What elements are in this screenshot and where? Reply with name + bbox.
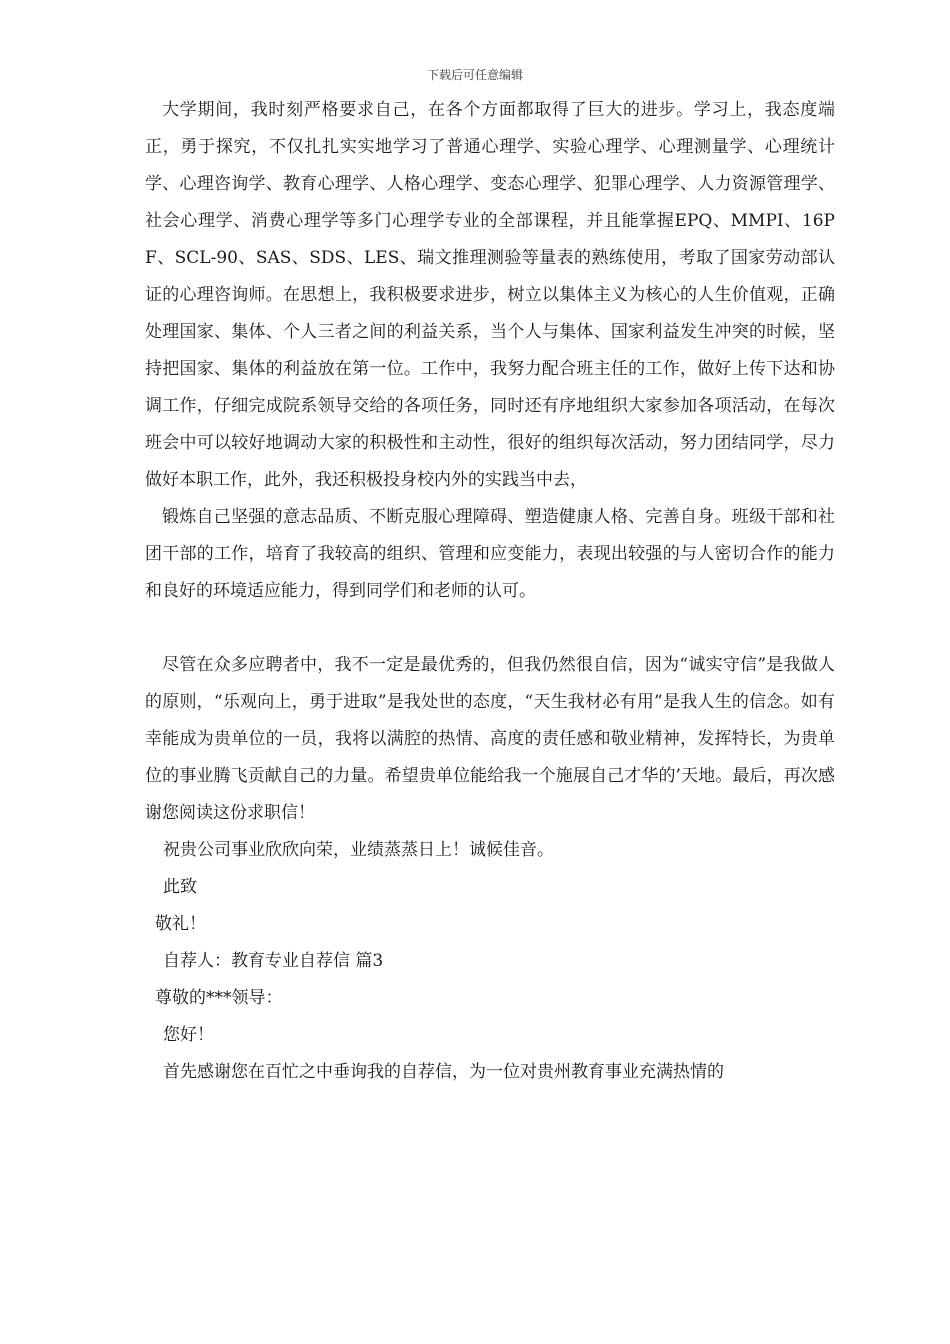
greeting-line: 您好！ [163, 1025, 214, 1045]
paragraph-university: 大学期间，我时刻严格要求自己，在各个方面都取得了巨大的进步。学习上，我态度端正，勇于探究，不仅扎扎实实地学习了普通心理学、实验心理学、心理测量学、心理统计学、心理咨询学、教育心理学、人格心理学、变态心理学、犯罪心理学、人力资源管理学、社会心理学、消费心理学等多门心理学专业的全部课程，并且能掌握EPQ、MMPI、16PF、SCL-90、SAS、SDS、LES、瑞文推理测验等量表的熟练使用，考取了国家劳动部认证的心理咨询师。在思想上，我积极要求进步，树立以集体主义为核心的人生价值观，正确处理国家、集体、个人三者之间的利益关系，当个人与集体、国家利益发生冲突的时候，坚持把国家、集体的利益放在第一位。工作中，我努力配合班主任的工作，做好上传下达和协调工作，仔细完成院系领导交给的各项任务，同时还有序地组织大家参加各项活动，在每次班会中可以较好地调动大家的积极性和主动性，很好的组织每次活动，努力团结同学，尽力做好本职工作，此外，我还积极投身校内外的实践当中去， [145, 100, 835, 490]
paragraph-confidence: 尽管在众多应聘者中，我不一定是最优秀的，但我仍然很自信，因为“诚实守信”是我做人的原则，“乐观向上，勇于进取”是我处世的态度，“天生我材必有用”是我人生的信念。如有幸能成为贵单位的一员，我将以满腔的热情、高度的责任感和敬业精神，发挥特长，为贵单位的事业腾飞贡献自己的力量。希望贵单位能给我一个施展自己才华的’天地。最后，再次感谢您阅读这份求职信！ [145, 655, 835, 823]
signature-line: 自荐人：教育专业自荐信 篇3 [163, 951, 384, 971]
paragraph-training: 锻炼自己坚强的意志品质、不断克服心理障碍、塑造健康人格、完善自身。班级干部和社团干部的工作，培育了我较高的组织、管理和应变能力，表现出较强的与人密切合作的能力和良好的环境适应能力，得到同学们和老师的认可。 [145, 507, 835, 601]
wish-line: 祝贵公司事业欣欣向荣，业绩蒸蒸日上！诚候佳音。 [163, 840, 554, 860]
closing-jingli: 敬礼！ [155, 914, 206, 934]
opening-line: 首先感谢您在百忙之中垂询我的自荐信，为一位对贵州教育事业充满热情的 [163, 1062, 724, 1082]
salutation-line: 尊敬的***领导： [155, 988, 283, 1008]
closing-cizhi: 此致 [163, 877, 197, 897]
header-note: 下载后可任意编辑 [426, 68, 523, 82]
document-body [145, 92, 835, 1091]
